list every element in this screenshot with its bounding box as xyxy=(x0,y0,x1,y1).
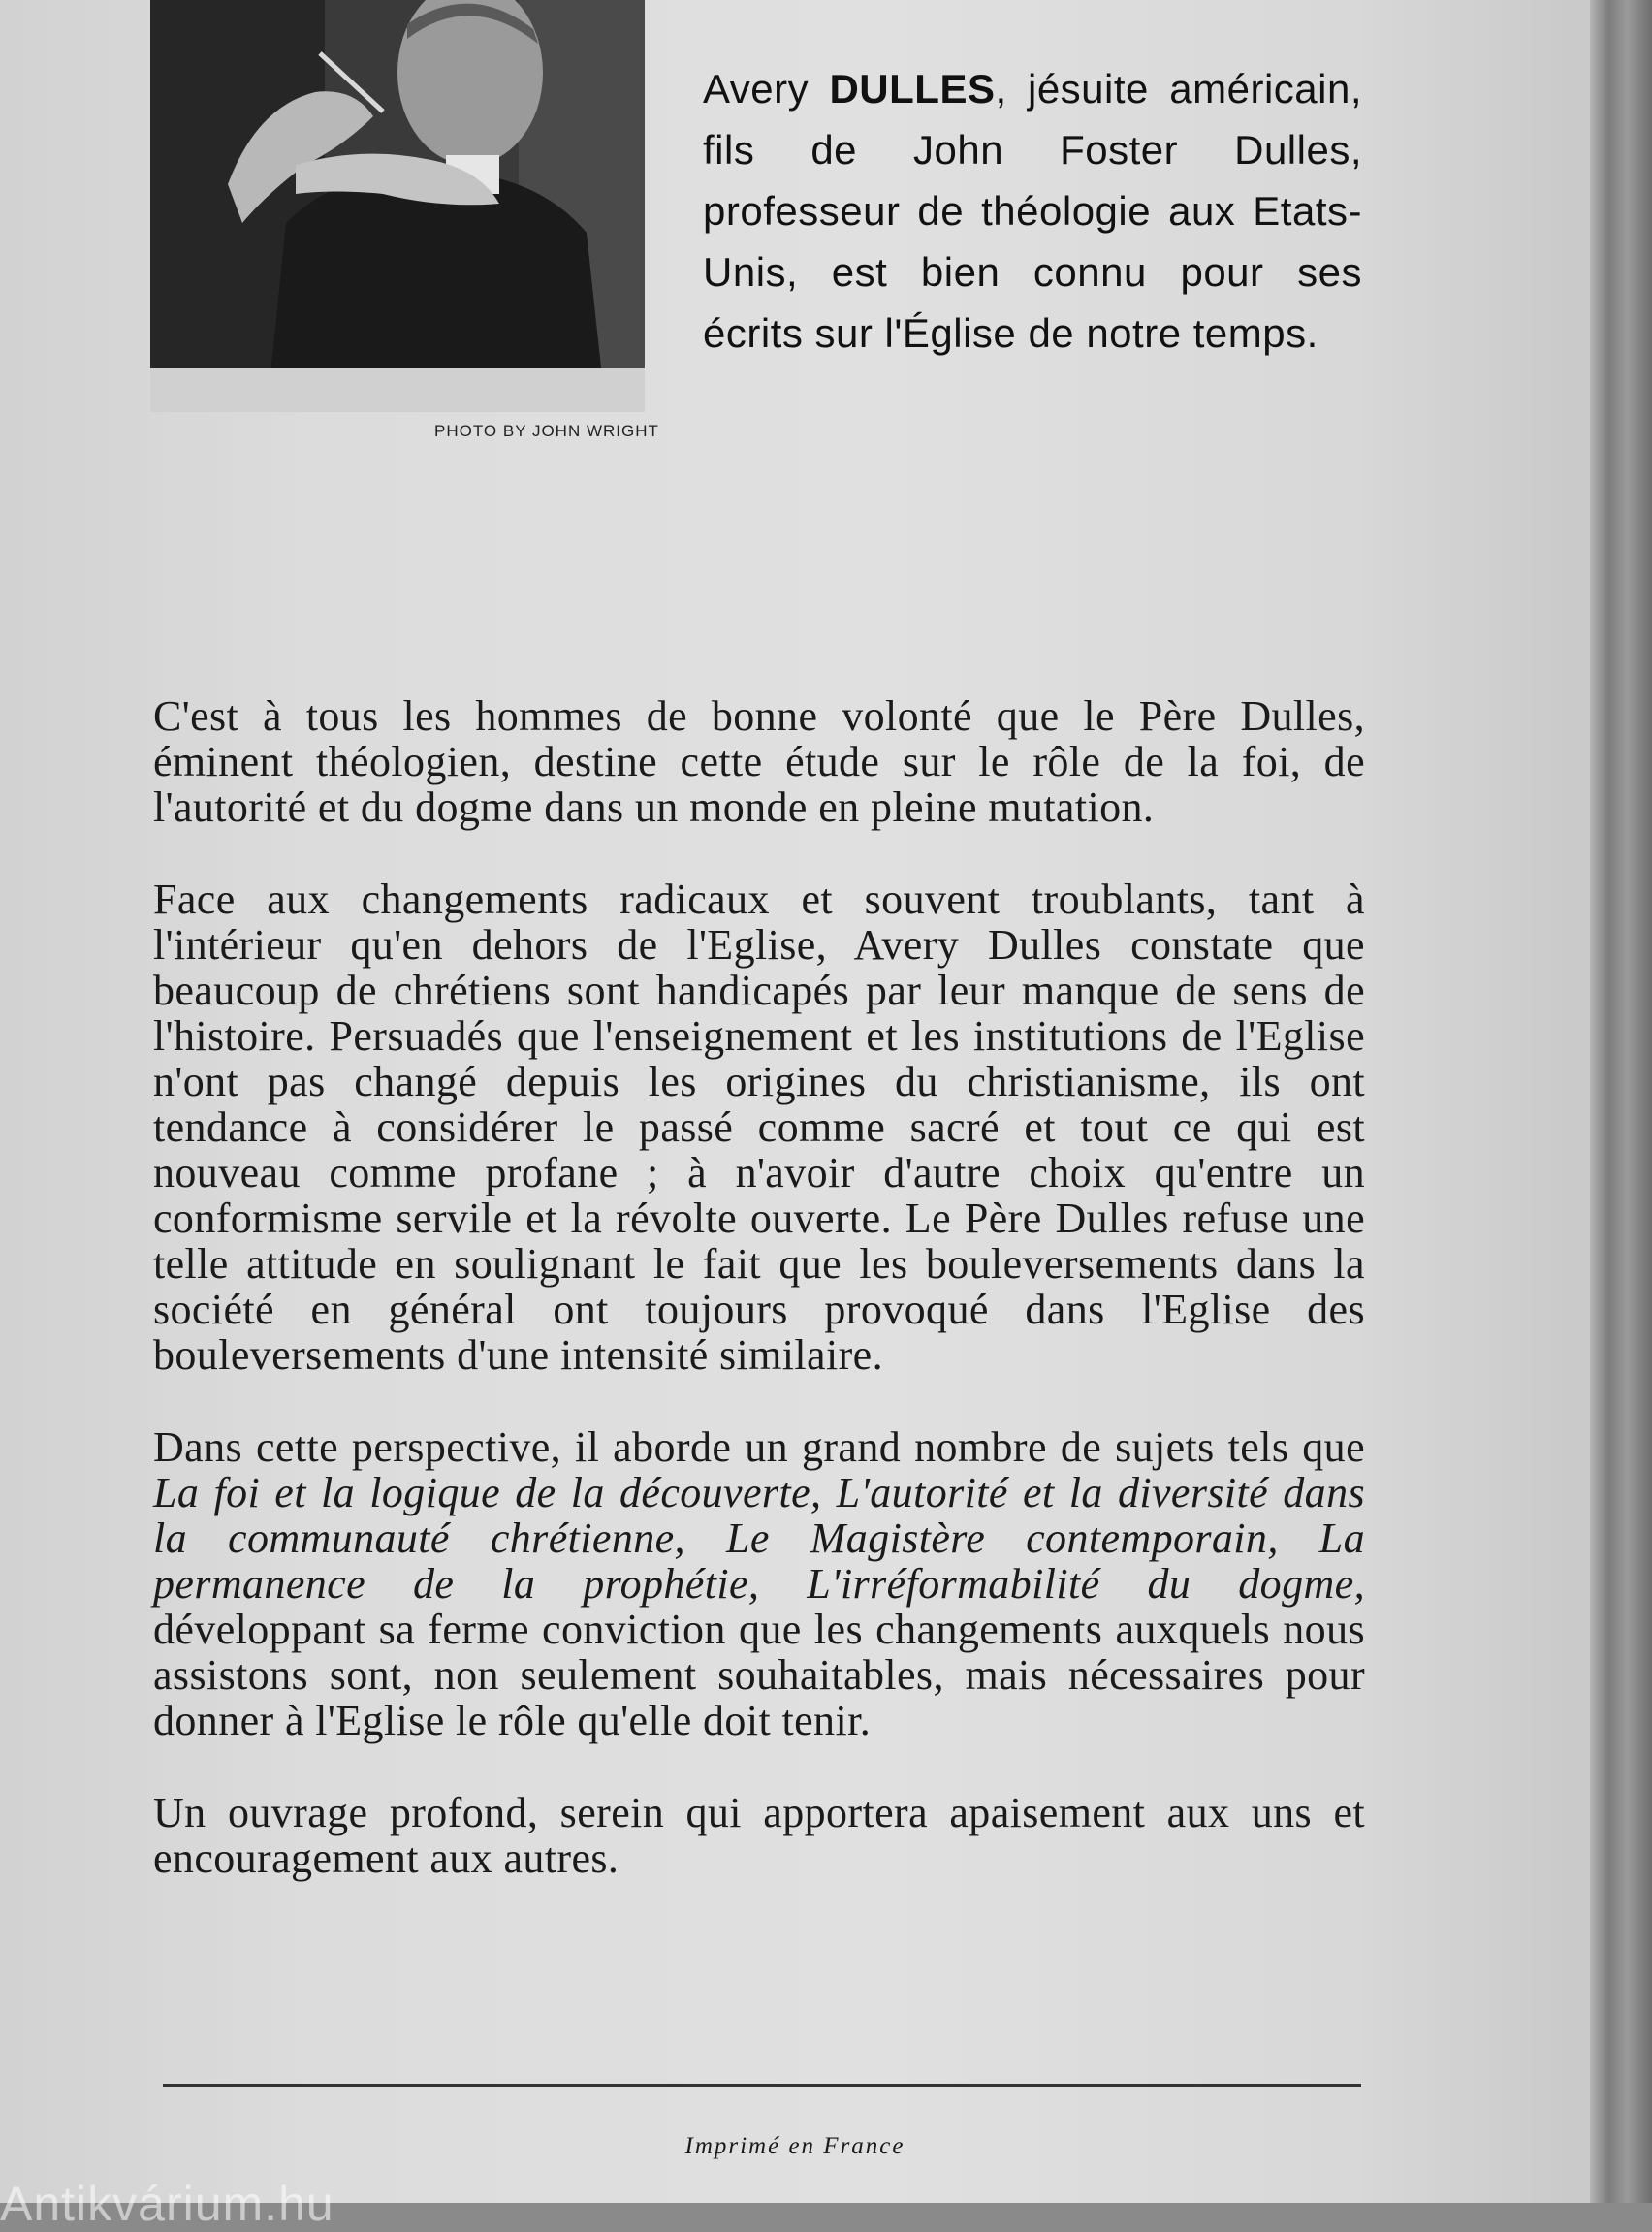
photo-credit: PHOTO BY JOHN WRIGHT xyxy=(434,422,659,440)
book-edge xyxy=(1590,0,1652,2203)
blurb-paragraph-3-end: développant sa ferme conviction que les changements auxquels nous assistons sont, non seulement souhaitables, mais nécessaires pour donner à l'Eglise le rôle qu'elle doit tenir. xyxy=(153,1606,1365,1744)
watermark: Antikvárium.hu xyxy=(0,2177,334,2231)
author-portrait-image xyxy=(150,0,645,412)
blurb-paragraph-1: C'est à tous les hommes de bonne volonté que le Père Dulles, éminent théologien, destine cette étude sur le rôle de la foi, de l'autorité et du dogme dans un monde en pleine mutation. xyxy=(153,692,1365,831)
blurb-paragraph-2: Face aux changements radicaux et souvent troublants, tant à l'intérieur qu'en dehors de l'Eglise, Avery Dulles constate que beaucoup de chrétiens sont handicapés par leur manque de sens de l'histoire. Persuadés que l'enseignement et les institutions de l'Eglise n'ont pas changé depuis les origines du christianisme, ils ont tendance à considérer le passé comme sacré et tout ce qui est nouveau comme profane ; à n'avoir d'autre choix qu'entre un conformisme servile et la révolte ouverte. Le Père Dulles refuse une telle attitude en soulignant le fait que les bouleversements dans la société en général ont toujours provoqué dans l'Eglise des bouleversements d'une intensité similaire. xyxy=(153,876,1365,1379)
blurb-paragraph-3 xyxy=(153,1424,1365,1743)
blurb-paragraph-3-start: Dans cette perspective, il aborde un grand nombre de sujets tels que xyxy=(153,1423,1365,1471)
author-last-name: DULLES xyxy=(829,66,996,112)
footer-divider xyxy=(163,2084,1361,2087)
blurb-paragraph-3-titles: La foi et la logique de la découverte, L'autorité et la diversité dans la communauté chrétienne, Le Magistère contemporain, La permanence de la prophétie, L'irréformabilité du dogme, xyxy=(153,1469,1365,1608)
printed-in-label: Imprimé en France xyxy=(684,2133,905,2159)
author-first-name: Avery xyxy=(703,66,830,112)
author-bio xyxy=(703,58,1362,364)
author-bio-text: , jésuite américain, fils de John Foster Dulles, professeur de théologie aux Etats-Unis, est bien connu pour ses écrits sur l'Église de notre temps. xyxy=(703,66,1362,356)
author-photo xyxy=(150,0,645,412)
blurb xyxy=(153,693,1365,1928)
blurb-paragraph-4: Un ouvrage profond, serein qui apportera apaisement aux uns et encouragement aux autres. xyxy=(153,1789,1365,1882)
